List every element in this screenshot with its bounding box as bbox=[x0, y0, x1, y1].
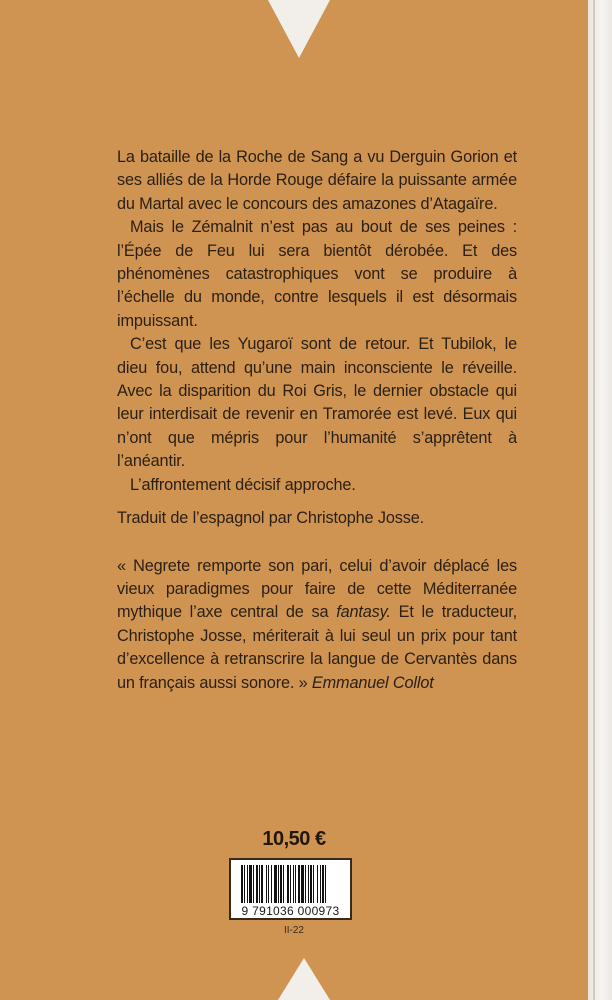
quote-italic-word: fantasy. bbox=[336, 603, 391, 622]
blurb-text-block bbox=[117, 146, 517, 695]
spine-edge bbox=[588, 0, 612, 1000]
quote-text-start: « Negrete remporte son pari, celui d’avoir déplacé les vieux paradigmes pour faire de cette Méditerranée mythique l’axe central de sa bbox=[117, 556, 517, 622]
translator-credit: Traduit de l’espagnol par Christophe Josse. bbox=[117, 509, 424, 528]
quote-text-end: Et le traducteur, Christophe Josse, mériterait à lui seul un prix pour tant d’excellence à retranscrire la langue de Cervantès dans un français aussi sonore. » bbox=[117, 603, 517, 692]
barcode bbox=[229, 858, 352, 920]
print-code: II-22 bbox=[283, 925, 304, 936]
bottom-notch-triangle bbox=[278, 958, 330, 1000]
blurb-paragraph-4: L’affrontement décisif approche. bbox=[130, 475, 356, 494]
spine-fold-line bbox=[593, 0, 595, 1000]
blurb-paragraph-2: Mais le Zémalnit n’est pas au bout de ses peines : l’Épée de Feu lui sera bientôt dérobée. Et des phénomènes catastrophiques vont se produire à l’échelle du monde, contre lesquels il est désormais impuissant. bbox=[117, 218, 517, 330]
blurb-paragraph-1: La bataille de la Roche de Sang a vu Derguin Gorion et ses alliés de la Horde Rouge défaire la puissante armée du Martal avec le concours des amazones d’Atagaïre. bbox=[117, 148, 517, 213]
barcode-bars bbox=[241, 865, 341, 903]
price-label: 10,50 € bbox=[262, 828, 326, 850]
quote-author: Emmanuel Collot bbox=[311, 673, 434, 692]
press-quote bbox=[117, 555, 517, 695]
barcode-number: 9 791036 000973 bbox=[241, 904, 340, 918]
top-notch-triangle bbox=[268, 0, 330, 58]
blurb-paragraph-3: C’est que les Yugaroï sont de retour. Et Tubilok, le dieu fou, attend qu’une main inconsciente le réveille. Avec la disparition du Roi Gris, le dernier obstacle qui leur interdisait de revenir en Tramorée est levé. Eux qui n’ont que mépris pour l’humanité s’apprêtent à l’anéantir. bbox=[117, 335, 517, 471]
